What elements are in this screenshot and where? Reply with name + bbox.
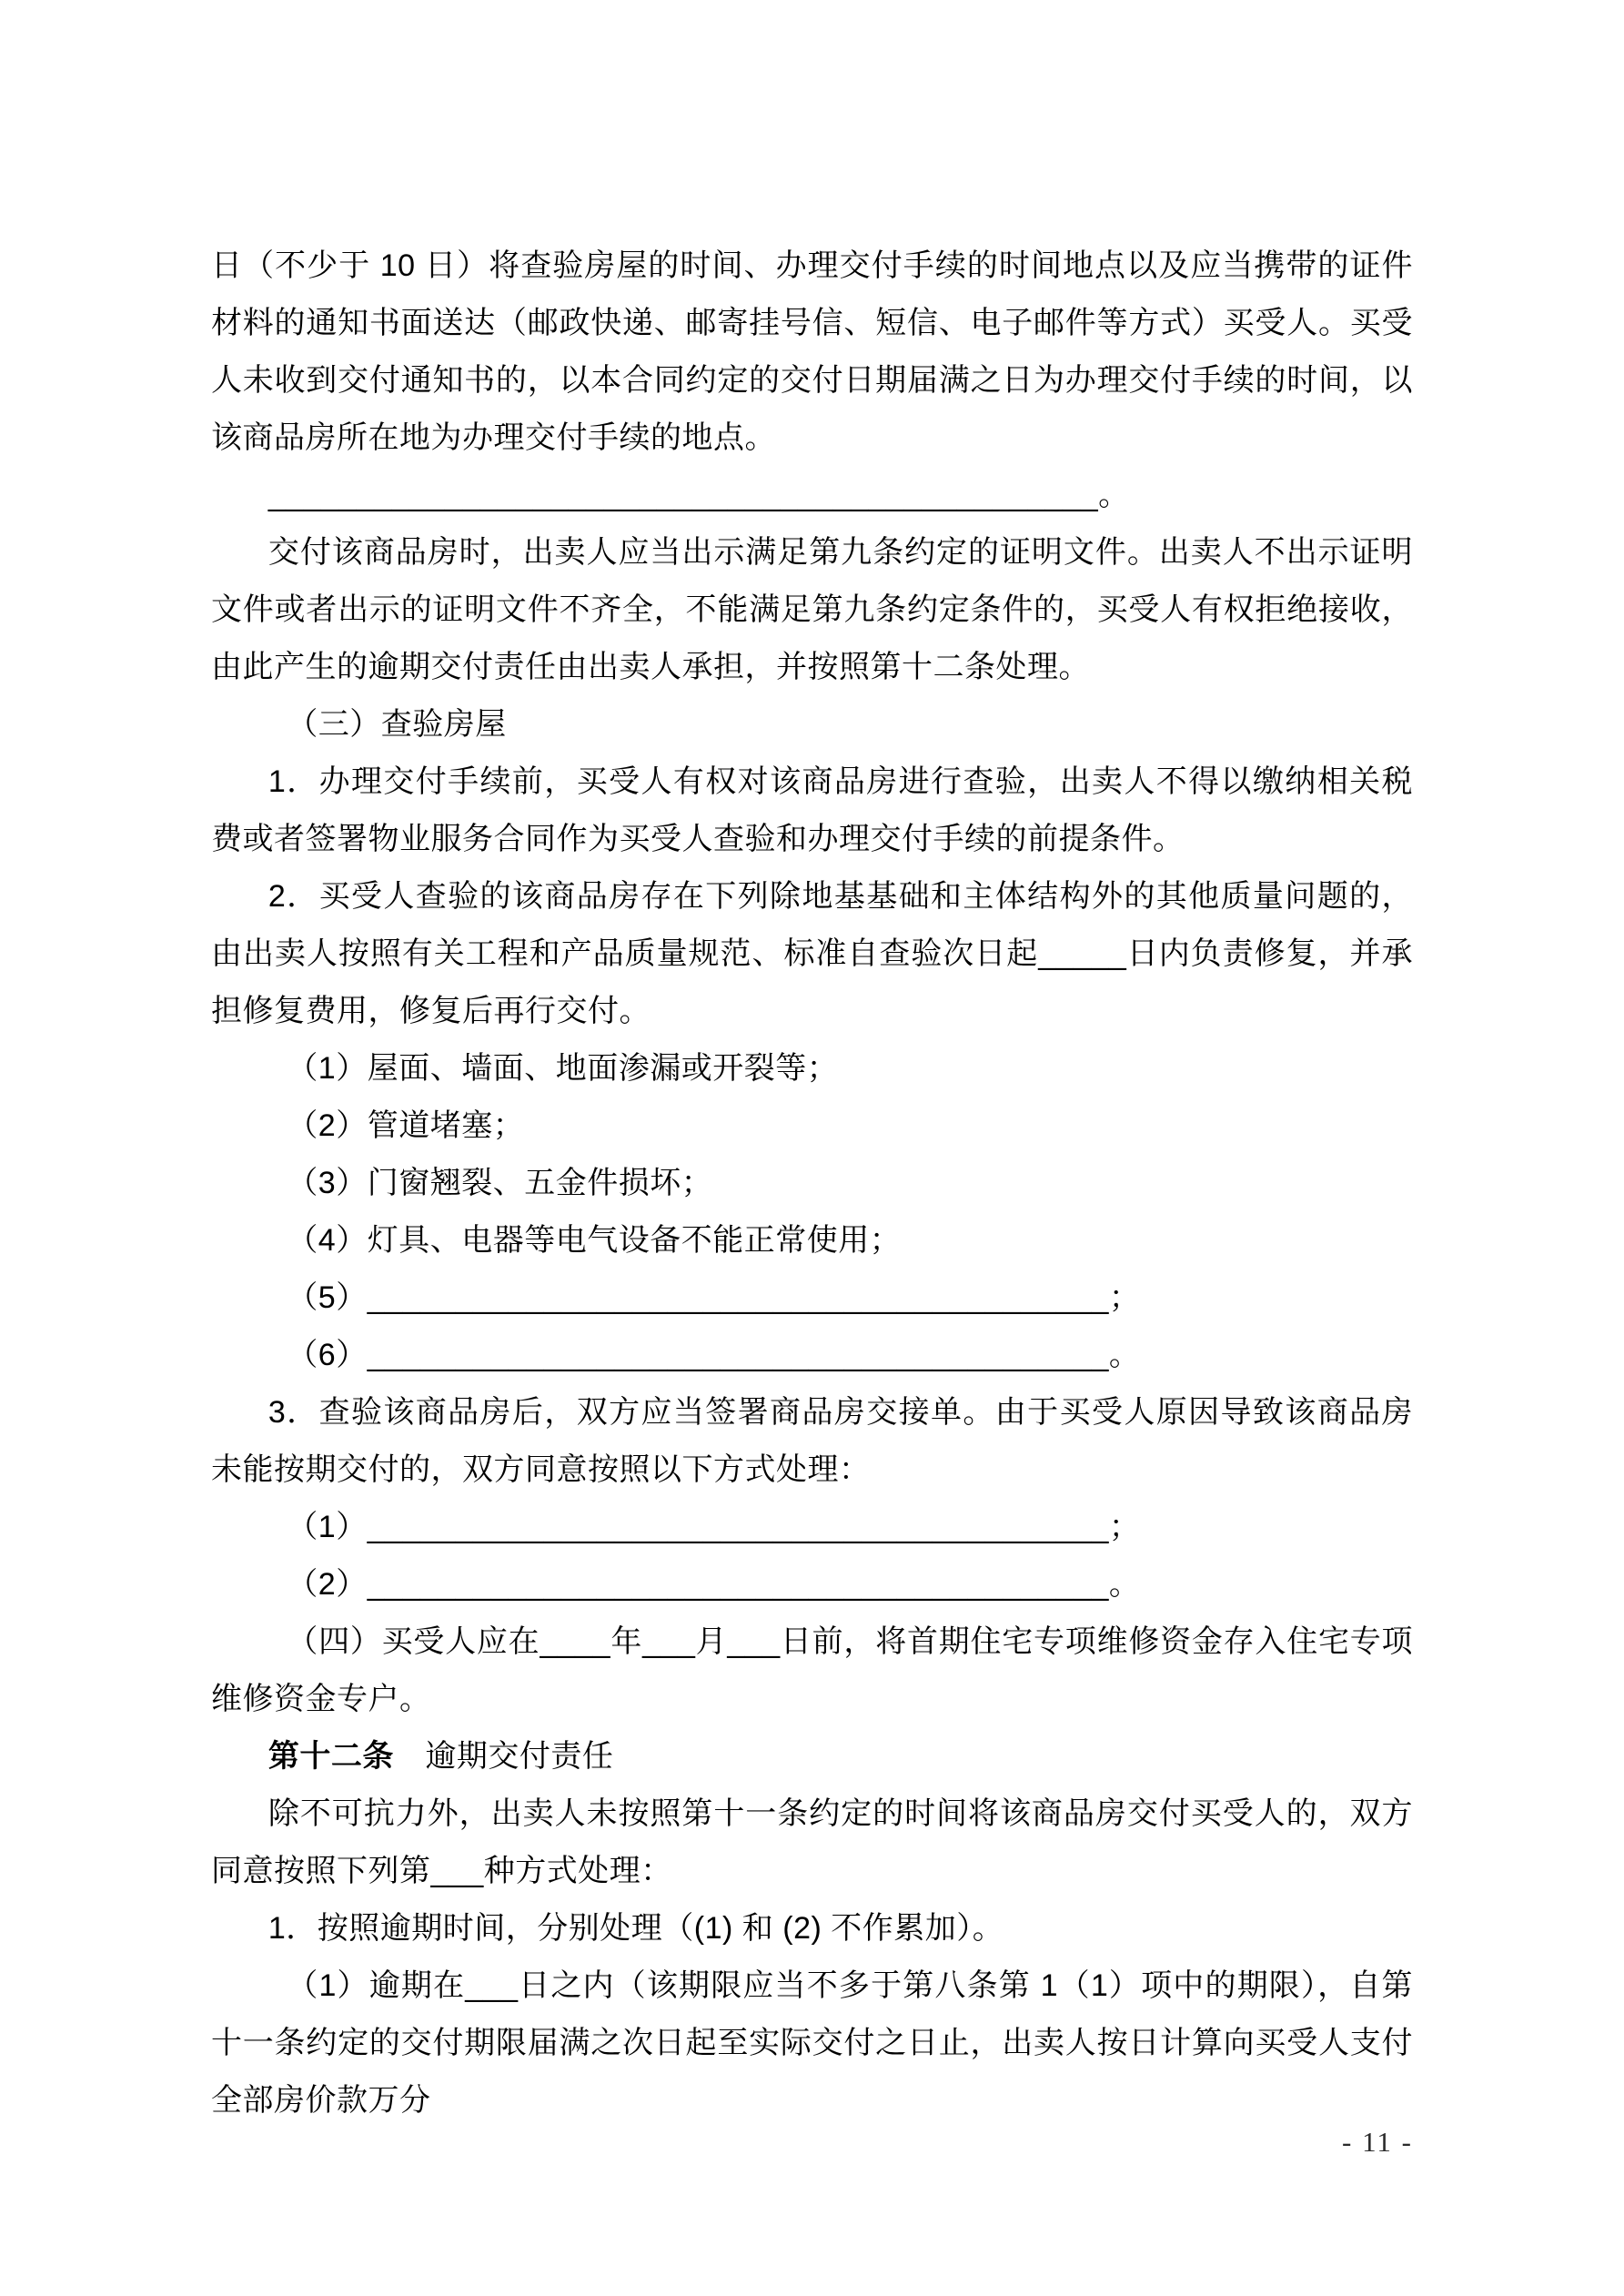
paragraph: 2．买受人查验的该商品房存在下列除地基基础和主体结构外的其他质量问题的，由出卖人按照有关工程和产品质量规范、标准自查验次日起_____日内负责修复，并承担修复费用，修复后再行交付。	[211, 879, 1413, 1028]
paragraph: 1．办理交付手续前，买受人有权对该商品房进行查验，出卖人不得以缴纳相关税费或者签署物业服务合同作为买受人查验和办理交付手续的前提条件。	[211, 764, 1413, 856]
paragraph: （5）__________________________________________；	[287, 1280, 1141, 1315]
paragraph: （1）逾期在___日之内（该期限应当不多于第八条第 1（1）项中的期限），自第十一条约定的交付期限届满之次日起至实际交付之日止，出卖人按日计算向买受人支付全部房价款万分	[211, 1968, 1413, 2118]
paragraph: （3）门窗翘裂、五金件损坏；	[287, 1166, 713, 1200]
document-body	[211, 238, 1413, 2129]
paragraph: 交付该商品房时，出卖人应当出示满足第九条约定的证明文件。出卖人不出示证明文件或者出示的证明文件不齐全，不能满足第九条约定条件的，买受人有权拒绝接收，由此产生的逾期交付责任由出卖人承担，并按照第十二条处理。	[211, 535, 1413, 684]
paragraph: （6）__________________________________________。	[287, 1338, 1141, 1372]
paragraph: （1）屋面、墙面、地面渗漏或开裂等；	[287, 1051, 839, 1086]
paragraph: 3．查验该商品房后，双方应当签署商品房交接单。由于买受人原因导致该商品房未能按期交付的，双方同意按照以下方式处理：	[211, 1395, 1413, 1487]
clause-heading: 第十二条 逾期交付责任	[267, 1739, 614, 1774]
paragraph: 除不可抗力外，出卖人未按照第十一条约定的时间将该商品房交付买受人的，双方同意按照下列第___种方式处理：	[211, 1796, 1413, 1888]
paragraph: _______________________________________________。	[267, 478, 1130, 512]
paragraph: （4）灯具、电器等电气设备不能正常使用；	[287, 1223, 902, 1258]
paragraph: （1）__________________________________________；	[287, 1510, 1141, 1544]
paragraph: 日（不少于 10 日）将查验房屋的时间、办理交付手续的时间地点以及应当携带的证件材料的通知书面送达（邮政快递、邮寄挂号信、短信、电子邮件等方式）买受人。买受人未收到交付通知书的，以本合同约定的交付日期届满之日为办理交付手续的时间，以该商品房所在地为办理交付手续的地点。	[211, 248, 1413, 455]
page-number: - 11 -	[1342, 2126, 1413, 2158]
paragraph: （四）买受人应在____年___月___日前，将首期住宅专项维修资金存入住宅专项维修资金专户。	[211, 1624, 1413, 1716]
clause-number: 第十二条	[267, 1739, 394, 1774]
paragraph: （三）查验房屋	[287, 707, 507, 742]
paragraph: 1．按照逾期时间，分别处理（(1) 和 (2) 不作累加）。	[267, 1911, 1004, 1946]
paragraph: （2）管道堵塞；	[287, 1108, 525, 1143]
paragraph: （2）__________________________________________。	[287, 1567, 1141, 1602]
